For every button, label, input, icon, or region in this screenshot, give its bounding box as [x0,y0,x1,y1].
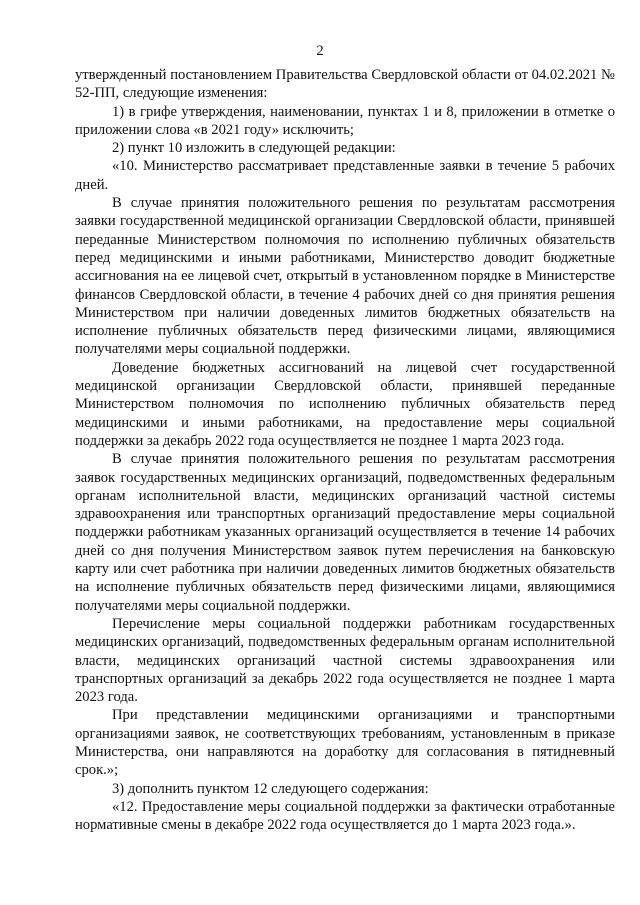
document-body [75,66,615,834]
paragraph-clause-10-positive-decision: В случае принятия положительного решения по результатам рассмотрения заявки государственной медицинской организации Свердловской области, принявшей переданные Министерством полномочия по исполнению публичных обязательств перед медицинскими и иными работниками, Министерство доводит бюджетные ассигнования на ее лицевой счет, открытый в установленном порядке в Министерстве финансов Свердловской области, в течение 4 рабочих дней со дня принятия решения Министерством при наличии доведенных лимитов бюджетных обязательств на исполнение публичных обязательств перед физическими лицами, являющимися получателями меры социальной поддержки. [75,195,615,358]
paragraph-item-3: 3) дополнить пунктом 12 следующего содержания: [112,780,429,797]
paragraph-clause-12: «12. Предоставление меры социальной поддержки за фактически отработанные нормативные смены в декабре 2022 года осуществляется до 1 марта 2023 года.». [75,798,615,834]
paragraph-clause-10: «10. Министерство рассматривает представленные заявки в течение 5 рабочих дней. [75,158,615,193]
paragraph-item-1: 1) в грифе утверждения, наименовании, пунктах 1 и 8, приложении в отметке о приложении слова «в 2021 году» исключить; [75,103,615,138]
paragraph-clause-10-december-funding: Доведение бюджетных ассигнований на лицевой счет государственной медицинской организации Свердловской области, принявшей переданные Министерством полномочия по исполнению публичных обязательств перед медицинскими и иными работниками, на предоставление меры социальной поддержки за декабрь 2022 года осуществляется не позднее 1 марта 2023 года. [75,359,615,449]
paragraph-clause-10-federal-organizations: В случае принятия положительного решения по результатам рассмотрения заявок государственных медицинских организаций, подведомственных федеральным органам исполнительной власти, медицинских организаций частной системы здравоохранения или транспортных организаций предоставление меры социальной поддержки работникам указанных организаций осуществляется в течение 14 рабочих дней со дня получения Министерством заявок путем перечисления на банковскую карту или счет работника при наличии доведенных лимитов бюджетных обязательств на исполнение публичных обязательств перед физическими лицами, являющимися получателями меры социальной поддержки. [75,451,615,614]
paragraph-clause-10-revision: При представлении медицинскими организациями и транспортными организациями заявок, не соответствующих требованиям, установленным в приказе Министерства, они направляются на доработку для согласования в пятидневный срок.»; [75,707,615,779]
paragraph-item-2: 2) пункт 10 изложить в следующей редакции: [112,140,396,157]
page-number: 2 [316,43,324,59]
paragraph-intro: утвержденный постановлением Правительства Свердловской области от 04.02.2021 № 52-ПП, следующие изменения: [75,67,615,102]
paragraph-clause-10-december-transfer: Перечисление меры социальной поддержки работникам государственных медицинских организаций, подведомственных федеральным органам исполнительной власти, медицинских организаций частной системы здравоохранения или транспортных организаций за декабрь 2022 года осуществляется не позднее 1 марта 2023 года. [75,615,615,706]
